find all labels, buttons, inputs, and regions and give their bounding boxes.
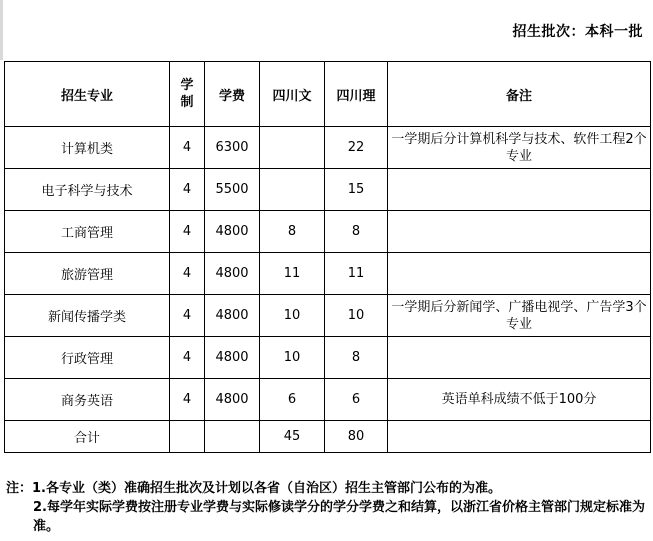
cell-remarks [388, 169, 651, 211]
cell-major: 计算机类 [5, 127, 170, 169]
cell-fee: 4800 [205, 295, 260, 337]
table-row [5, 295, 651, 337]
cell-science: 8 [325, 211, 388, 253]
footnote-2: 2.每学年实际学费按注册专业学费与实际修读学分的学分学费之和结算，以浙江省价格主管部门规定标准为准。 [33, 500, 645, 534]
left-border-strip [0, 0, 3, 60]
cell-years: 4 [170, 211, 205, 253]
cell-arts [260, 127, 325, 169]
cell-fee: 4800 [205, 211, 260, 253]
header-schooling-years [170, 62, 205, 127]
cell-remarks [388, 337, 651, 379]
table-header-row [5, 62, 651, 127]
cell-arts: 10 [260, 337, 325, 379]
cell-arts [260, 169, 325, 211]
cell-fee: 4800 [205, 253, 260, 295]
cell-arts: 11 [260, 253, 325, 295]
cell-science: 8 [325, 337, 388, 379]
total-fee [205, 421, 260, 453]
total-label: 合计 [5, 421, 170, 453]
cell-years: 4 [170, 127, 205, 169]
footnote-1: 注：1.各专业（类）准确招生批次及计划以各省（自治区）招生主管部门公布的为准。 [6, 481, 501, 496]
cell-major: 电子科学与技术 [5, 169, 170, 211]
table-row [5, 169, 651, 211]
table-row [5, 211, 651, 253]
cell-remarks: 英语单科成绩不低于100分 [388, 379, 651, 421]
cell-remarks [388, 253, 651, 295]
table-row [5, 379, 651, 421]
cell-science: 15 [325, 169, 388, 211]
cell-fee: 4800 [205, 379, 260, 421]
cell-remarks [388, 211, 651, 253]
footnotes [6, 479, 646, 536]
total-arts: 45 [260, 421, 325, 453]
cell-science: 10 [325, 295, 388, 337]
table-row [5, 337, 651, 379]
total-remarks [388, 421, 651, 453]
total-years [170, 421, 205, 453]
cell-science: 11 [325, 253, 388, 295]
header-remarks: 备注 [388, 62, 651, 127]
header-sichuan-science: 四川理 [325, 62, 388, 127]
header-schooling-char-2: 制 [180, 95, 194, 110]
cell-years: 4 [170, 295, 205, 337]
cell-years: 4 [170, 169, 205, 211]
header-tuition: 学费 [205, 62, 260, 127]
cell-years: 4 [170, 253, 205, 295]
cell-major: 行政管理 [5, 337, 170, 379]
header-sichuan-arts: 四川文 [260, 62, 325, 127]
cell-years: 4 [170, 337, 205, 379]
cell-arts: 8 [260, 211, 325, 253]
table-row [5, 253, 651, 295]
cell-fee: 5500 [205, 169, 260, 211]
cell-remarks: 一学期后分计算机科学与技术、软件工程2个专业 [388, 127, 651, 169]
cell-remarks: 一学期后分新闻学、广播电视学、广告学3个专业 [388, 295, 651, 337]
header-schooling-char-1: 学 [180, 78, 194, 93]
cell-science: 6 [325, 379, 388, 421]
enrollment-batch-label: 招生批次：本科一批 [512, 24, 643, 40]
table-total-row [5, 421, 651, 453]
cell-major: 商务英语 [5, 379, 170, 421]
cell-fee: 4800 [205, 337, 260, 379]
table-row [5, 127, 651, 169]
enrollment-plan-table [4, 61, 651, 453]
total-science: 80 [325, 421, 388, 453]
cell-arts: 10 [260, 295, 325, 337]
cell-major: 旅游管理 [5, 253, 170, 295]
cell-major: 工商管理 [5, 211, 170, 253]
cell-major: 新闻传播学类 [5, 295, 170, 337]
header-major: 招生专业 [5, 62, 170, 127]
cell-fee: 6300 [205, 127, 260, 169]
cell-arts: 6 [260, 379, 325, 421]
cell-science: 22 [325, 127, 388, 169]
cell-years: 4 [170, 379, 205, 421]
